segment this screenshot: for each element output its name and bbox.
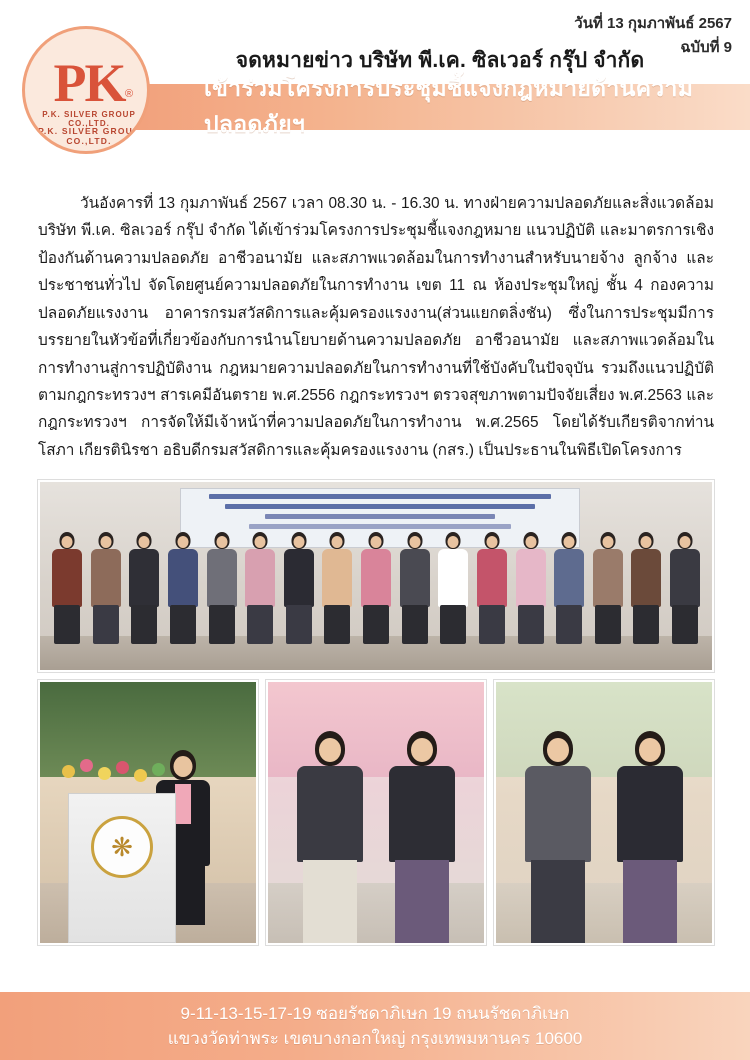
issue-number: ฉบับที่ 9: [680, 39, 732, 56]
person: [627, 532, 665, 644]
headline-bar: [120, 75, 750, 137]
person: [48, 532, 86, 644]
person: [280, 532, 318, 644]
article-paragraph: วันอังคารที่ 13 กุมภาพันธ์ 2567 เวลา 08.30 น. - 16.30 น. ทางฝ่ายความปลอดภัยและสิ่งแวดล้อม บริษัท พี.เค. ซิลเวอร์ กรุ๊ป จำกัด ได้เข้าร่วมโครงการประชุมชี้แจงกฎหมาย แนวปฏิบัติ และมาตรการเชิงป้องกันด้านความปลอดภัย อาชีวอนามัย และสภาพแวดล้อมในการทำงานสำหรับนายจ้าง ลูกจ้าง และประชาชนทั่วไป จัดโดยศูนย์ความปลอดภัยในการทำงาน เขต 11 ณ ห้องประชุมใหญ่ ชั้น 4 กองความปลอดภัยแรงงาน อาคารกรมสวัสดิการและคุ้มครองแรงงาน(ส่วนแยกตลิ่งชัน) ซึ่งในการประชุมมีการบรรยายในหัวข้อที่เกี่ยวข้องกับการนำนโยบายด้านความปลอดภัย อาชีวอนามัย และสภาพแวดล้อมในการทำงานสู่การปฏิบัติงาน กฎหมายความปลอดภัยในการทำงานที่ใช้บังคับในปัจจุบัน รวมถึงแนวปฏิบัติตามกฎกระทรวงฯ สารเคมีอันตราย พ.ศ.2556 กฎกระทรวงฯ ตรวจสุขภาพตามปัจจัยเสี่ยง พ.ศ.2563 และกฎกระทรวงฯ การจัดให้มีเจ้าหน้าที่ความปลอดภัยในการทำงาน พ.ศ.2565 โดยได้รับเกียรติจากท่านโสภา เกียรตินิรชา อธิบดีกรมสวัสดิการและคุ้มครองแรงงาน (กสร.) เป็นประธานในพิธีเปิดโครงการ: [38, 195, 714, 459]
person: [512, 532, 550, 644]
logo-top-text: P.K. SILVER GROUP CO.,LTD.: [42, 110, 136, 128]
logo-monogram: PK: [53, 53, 125, 113]
person: [434, 532, 472, 644]
footer-address: [0, 992, 750, 1060]
page-title: จดหมายข่าว บริษัท พี.เค. ซิลเวอร์ กรุ๊ป จำกัด: [235, 49, 645, 72]
header: [0, 0, 750, 160]
address-line-2: แขวงวัดท่าพระ เขตบางกอกใหญ่ กรุงเทพมหานคร 10600: [167, 1029, 583, 1048]
person: [550, 532, 588, 644]
person: [241, 532, 279, 644]
people-pair: [268, 728, 484, 943]
person: [381, 731, 463, 943]
headline: เข้าร่วมโครงการประชุมชี้แจงกฎหมายด้านความปลอดภัยฯ: [204, 75, 694, 137]
person: [203, 532, 241, 644]
registered-trademark-icon: ®: [125, 88, 134, 100]
person: [125, 532, 163, 644]
issue-date: วันที่ 13 กุมภาพันธ์ 2567: [574, 15, 732, 32]
banner-text-line: [225, 504, 535, 509]
person: [609, 731, 691, 943]
photo-gallery: [38, 480, 714, 945]
banner-text-line: [209, 494, 551, 499]
person: [164, 532, 202, 644]
logo-arc-text: P.K. SILVER GROUP CO.,LTD.: [38, 126, 140, 146]
person: [473, 532, 511, 644]
person: [289, 731, 371, 943]
article-body: [38, 190, 714, 464]
flower-arrangement: [58, 759, 178, 797]
two-women-photo-1: [266, 680, 486, 945]
group-photo: [38, 480, 714, 672]
speaker-podium-photo: [38, 680, 258, 945]
person: [396, 532, 434, 644]
people-pair: [496, 728, 712, 943]
photo-row: [38, 680, 714, 945]
podium: [68, 793, 176, 943]
logo-inner: [25, 26, 147, 154]
government-seal-icon: ❋: [91, 816, 153, 878]
address-line-1: 9-11-13-15-17-19 ซอยรัชดาภิเษก 19 ถนนรัชดาภิเษก: [180, 1003, 570, 1023]
person: [87, 532, 125, 644]
person: [589, 532, 627, 644]
person: [666, 532, 704, 644]
two-women-photo-2: [494, 680, 714, 945]
group-people: [48, 524, 704, 644]
banner-text-line: [265, 514, 496, 519]
person: [517, 731, 599, 943]
person: [357, 532, 395, 644]
person: [318, 532, 356, 644]
company-logo: [22, 26, 150, 154]
